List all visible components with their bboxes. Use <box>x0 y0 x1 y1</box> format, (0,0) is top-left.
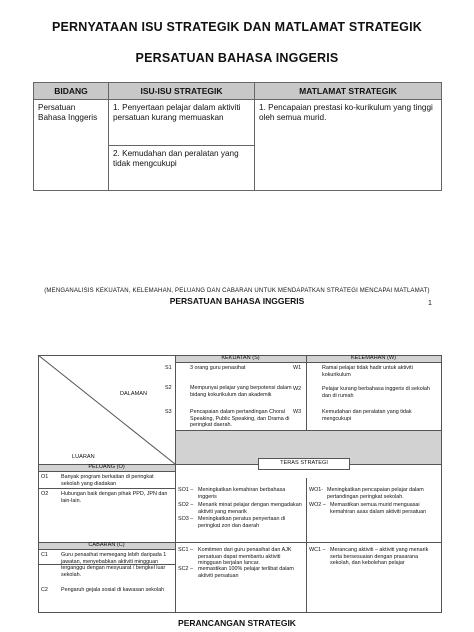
header-bidang: BIDANG <box>34 83 109 100</box>
opportunity-code: O2 <box>41 491 49 497</box>
so-text: Meningkatkan kemahiran berbahasa inggeris <box>198 487 286 500</box>
so-code: SO1 – <box>178 487 194 493</box>
weakness-code: W3 <box>293 409 302 415</box>
opportunity-text: Hubungan baik dengan pihak PPD, JPN dan lain-lain. <box>61 491 168 504</box>
sc-code: SC1 – <box>178 547 193 553</box>
teras-strategi-label: TERAS STRATEGI <box>280 460 328 466</box>
wc-code: WC1 – <box>309 547 326 553</box>
issue-cell-2: 2. Kemudahan dan peralatan yang tidak mengcukupi <box>109 145 255 191</box>
so-text: Meningkatkan peratus penyertaan di peringkat zon dan daerah <box>198 516 286 529</box>
diagonal-divider <box>38 355 175 464</box>
challenge-code: C2 <box>41 587 48 593</box>
wo-code: WO2 – <box>309 502 326 508</box>
strategic-issues-table <box>33 82 442 191</box>
challenge-code: C1 <box>41 552 48 558</box>
kelemahan-header: KELEMAHAN (W) <box>350 355 397 361</box>
wo-text: Memastikan semua murid menguasai kemahiran asas dalam aktiviti persatuan <box>330 502 427 515</box>
header-matlamat: MATLAMAT STRATEGIK <box>255 83 442 100</box>
challenge-text: Pengaruh gejala sosial di kawasan sekolah <box>61 587 165 593</box>
goal-cell: 1. Pencapaian prestasi ko-kurikulum yang tinggi oleh semua murid. <box>255 100 442 191</box>
weakness-code: W2 <box>293 386 302 392</box>
so-text: Menarik minat pelajar dengan mengadakan aktiviti yang menarik <box>198 502 302 515</box>
challenge-text: Guru penasihat memegang lebih daripada 1 jawatan, menyebabkan aktiviti mingguan terganggu dengan mesyuarat / bengkel luar sekolah. <box>61 552 167 578</box>
wo-code: WO1- <box>309 487 324 493</box>
analysis-caption: (MENGANALISIS KEKUATAN, KELEMAHAN, PELUANG DAN CABARAN UNTUK MENDAPATKAN STRATEGI MENCAPAI MATLAMAT) <box>44 288 430 294</box>
kekuatan-header: KEKUATAN (S) <box>221 355 260 361</box>
so-code: SO3 – <box>178 516 194 522</box>
dalaman-label: DALAMAN <box>120 391 148 397</box>
peluang-header: PELUANG (O) <box>88 464 125 470</box>
strength-code: S1 <box>165 365 172 371</box>
section-title: PERSATUAN BAHASA INGGERIS <box>169 296 305 306</box>
header-isu: ISU-ISU STRATEGIK <box>109 83 255 100</box>
sc-text: Komitmen dari guru penasihat dan AJK persatuan dapat membantu aktiviti mingguan berjalan lancar. <box>198 547 292 567</box>
wc-text: Merancang aktiviti – aktiviti yang menarik serta bersesuaian dengan prasarana sekolah, dan kebolehan pelajar <box>330 547 429 567</box>
opportunity-text: Banyak program berkaitan di peringkat sekolah yang diadakan <box>61 474 154 487</box>
so-code: SO2 – <box>178 502 194 508</box>
wo-text: Meningkatkan pencapaian pelajar dalam pertandingan peringkat sekolah. <box>327 487 424 500</box>
table-row <box>34 100 442 146</box>
weakness-code: W1 <box>293 365 302 371</box>
weakness-text: Ramai pelajar tidak hadir untuk aktiviti kokurikulum <box>322 365 413 378</box>
luaran-label: LUARAN <box>72 454 95 460</box>
page-subtitle: PERSATUAN BAHASA INGGERIS <box>135 51 339 65</box>
strength-code: S3 <box>165 409 172 415</box>
strength-text: Mempunyai pelajar yang berpotensi dalam bidang kokurikulum dan akademik <box>190 385 292 398</box>
opportunity-code: O1 <box>41 474 49 480</box>
cabaran-header: CABARAN (C) <box>88 542 125 548</box>
table-header-row <box>34 83 442 100</box>
strength-text: 3 orang guru penasihat <box>190 365 246 371</box>
sc-code: SC2 – <box>178 566 193 572</box>
sc-text: memastikan 100% pelajar terlibat dalam aktiviti persatuan <box>198 566 294 579</box>
strength-code: S2 <box>165 385 172 391</box>
strength-text: Pencapaian dalam pertandingan Choral Speaking, Public Speaking, dan Drama di peringkat daerah. <box>190 409 290 429</box>
footer-title: PERANCANGAN STRATEGIK <box>178 618 296 628</box>
page-number: 1 <box>428 300 432 307</box>
page-title: PERNYATAAN ISU STRATEGIK DAN MATLAMAT STRATEGIK <box>51 20 423 34</box>
weakness-text: Kemudahan dan peralatan yang tidak mengcukupi <box>322 409 412 422</box>
weakness-text: Pelajar kurang berbahasa inggeris di sekolah dan di rumah <box>322 386 430 399</box>
bidang-cell: Persatuan Bahasa Inggeris <box>34 100 109 191</box>
issue-cell-1: 1. Penyertaan pelajar dalam aktiviti persatuan kurang memuaskan <box>109 100 255 146</box>
